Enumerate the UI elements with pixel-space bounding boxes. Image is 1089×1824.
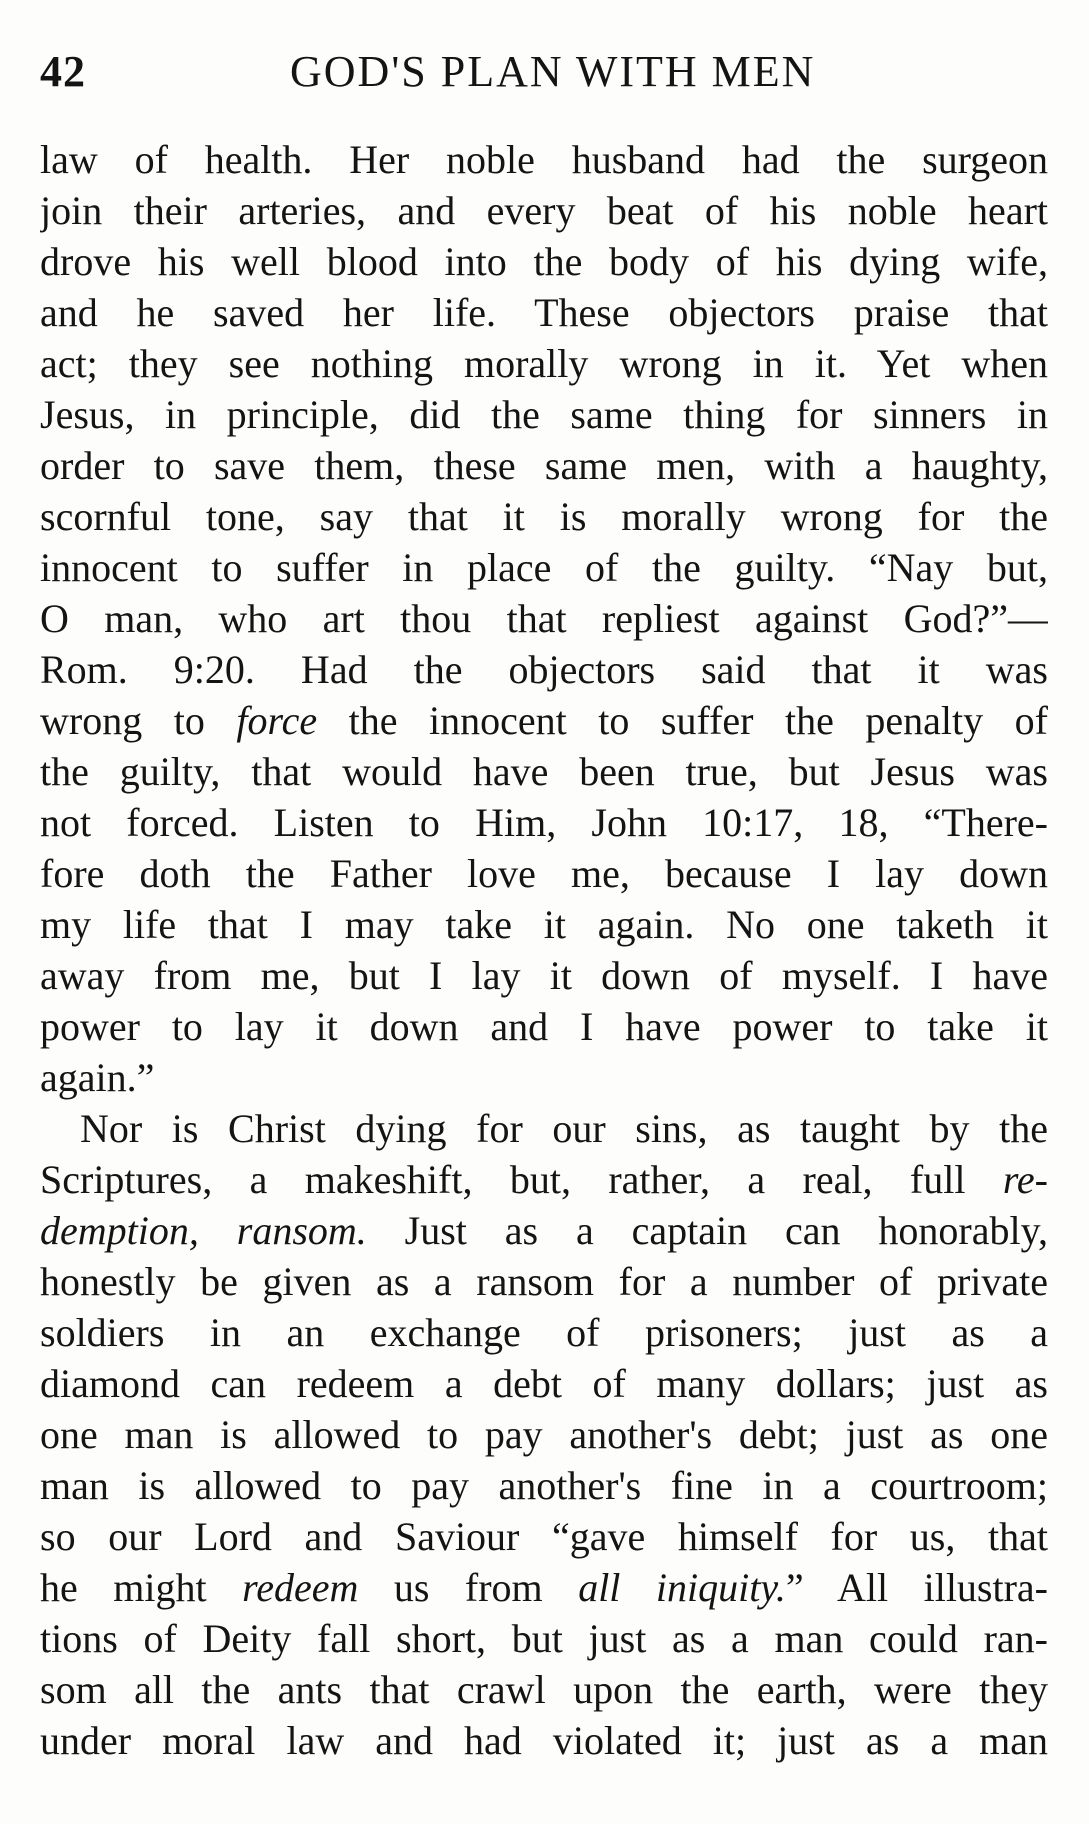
text-line [40,185,1048,236]
italic-text: force [236,698,318,743]
text-line [40,440,1048,491]
text-line [40,950,1048,1001]
text-span: Just as a captain can honorably, [366,1208,1048,1253]
text-line [40,1001,1048,1052]
text-line [40,287,1048,338]
text-span: man is allowed to pay another's fine in a courtroom; [40,1463,1048,1508]
text-span: diamond can redeem a debt of many dollars; just as [40,1361,1048,1406]
text-line [40,542,1048,593]
text-span: away from me, but I lay it down of myself. I have [40,953,1048,998]
text-span: us from [358,1565,579,1610]
text-span: act; they see nothing morally wrong in it. Yet when [40,341,1048,386]
text-span: power to lay it down and I have power to take it [40,1004,1048,1049]
text-span: one man is allowed to pay another's debt; just as one [40,1412,1048,1457]
text-line [40,1103,1048,1154]
text-line [40,746,1048,797]
text-line [40,899,1048,950]
text-span: tions of Deity fall short, but just as a man could ran- [40,1616,1048,1661]
text-line [40,1664,1048,1715]
text-span: soldiers in an exchange of prisoners; just as a [40,1310,1048,1355]
text-line [40,1154,1048,1205]
text-line [40,1409,1048,1460]
text-span: ” All illustra- [785,1565,1048,1610]
italic-text: all iniquity. [578,1565,786,1610]
text-line [40,1562,1048,1613]
text-line [40,1613,1048,1664]
paragraph [40,1103,1048,1766]
text-line [40,338,1048,389]
italic-text: redeem [242,1565,359,1610]
text-line [40,797,1048,848]
text-span: O man, who art thou that repliest against God?”— [40,596,1048,641]
text-line [40,1256,1048,1307]
text-span: order to save them, these same men, with a haughty, [40,443,1048,488]
text-span: the guilty, that would have been true, but Jesus was [40,749,1048,794]
text-span: Scriptures, a makeshift, but, rather, a real, full [40,1157,1003,1202]
text-line [40,1511,1048,1562]
text-line [40,644,1048,695]
text-line [40,1715,1048,1766]
text-line [40,491,1048,542]
text-line [40,1307,1048,1358]
text-span: the innocent to suffer the penalty of [317,698,1048,743]
text-line [40,848,1048,899]
paragraph [40,134,1048,1103]
text-span: Rom. 9:20. Had the objectors said that it was [40,647,1048,692]
text-line [40,1205,1048,1256]
text-span: scornful tone, say that it is morally wrong for the [40,494,1048,539]
text-span: innocent to suffer in place of the guilty. “Nay but, [40,545,1048,590]
text-span: Jesus, in principle, did the same thing for sinners in [40,392,1048,437]
text-span: Nor is Christ dying for our sins, as taught by the [80,1106,1048,1151]
text-span: not forced. Listen to Him, John 10:17, 18, “There- [40,800,1048,845]
italic-text: re- [1002,1157,1048,1202]
text-span: wrong to [40,698,237,743]
text-line [40,593,1048,644]
text-span: som all the ants that crawl upon the earth, were they [40,1667,1048,1712]
text-span: and he saved her life. These objectors praise that [40,290,1048,335]
text-span: fore doth the Father love me, because I lay down [40,851,1048,896]
text-line [40,1358,1048,1409]
text-span: under moral law and had violated it; just as a man [40,1718,1048,1763]
page-number: 42 [40,47,86,96]
text-line [40,695,1048,746]
text-span: my life that I may take it again. No one taketh it [40,902,1048,947]
text-span: law of health. Her noble husband had the surgeon [40,137,1048,182]
italic-text: demption, ransom. [40,1208,367,1253]
text-span: so our Lord and Saviour “gave himself for us, that [40,1514,1048,1559]
text-span: drove his well blood into the body of his dying wife, [40,239,1048,284]
text-line [40,1052,1048,1103]
text-span: join their arteries, and every beat of his noble heart [40,188,1048,233]
page-header [40,46,1049,106]
text-span: again.” [40,1055,155,1100]
running-title: GOD'S PLAN WITH MEN [290,47,816,96]
text-span: honestly be given as a ransom for a number of private [40,1259,1048,1304]
text-line [40,1460,1048,1511]
text-line [40,134,1048,185]
text-line [40,236,1048,287]
body-text [40,134,1048,1766]
text-span: he might [40,1565,243,1610]
text-line [40,389,1048,440]
